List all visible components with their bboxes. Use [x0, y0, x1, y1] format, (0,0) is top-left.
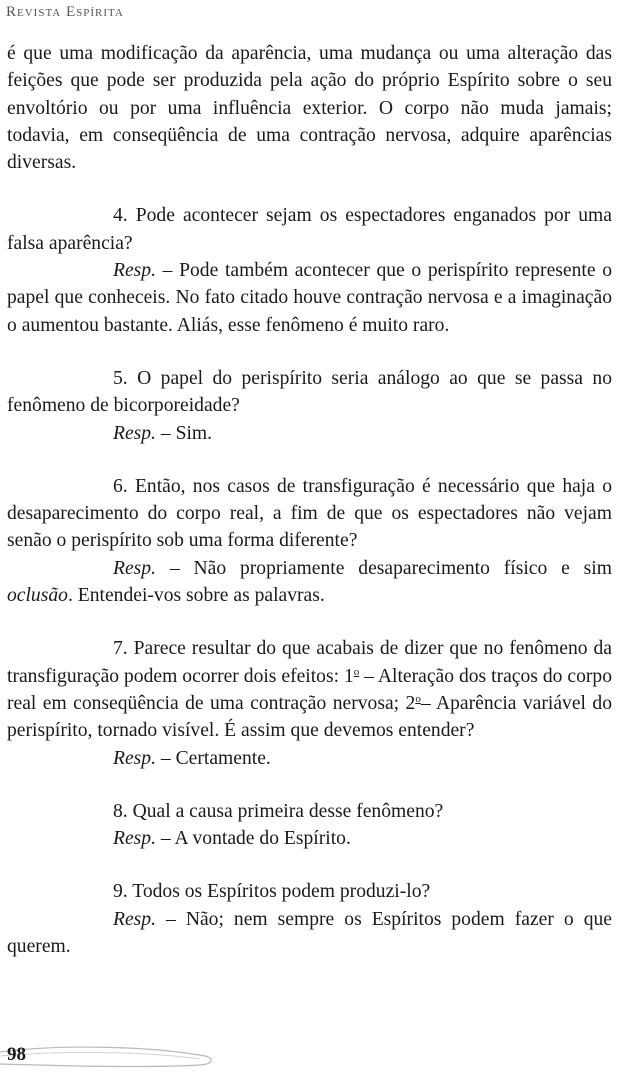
question-7	[7, 635, 612, 744]
answer-6-text-a: – Não propriamente desaparecimento físico e sim	[156, 557, 612, 579]
answer-5	[7, 420, 612, 447]
resp-label: Resp.	[113, 422, 156, 444]
question-6: 6. Então, nos casos de transfiguração é necessário que haja o desaparecimento do corpo real, a fim de que os espectadores não vejam senão o perispírito sob uma forma diferente?	[7, 475, 612, 552]
page-number: 98	[7, 1044, 26, 1065]
resp-label: Resp.	[113, 557, 156, 579]
question-8: 8. Qual a causa primeira desse fenômeno?	[113, 800, 444, 822]
emphasis-oclusao: oclusão	[7, 585, 68, 607]
answer-6	[7, 555, 612, 610]
question-7-text-a: 7. Parece resultar do que acabais de dizer que no fenômeno da transfiguração podem ocorrer dois efeitos: 1	[7, 638, 612, 687]
resp-label: Resp.	[113, 747, 156, 769]
running-header: Revista Espírita	[6, 4, 124, 20]
answer-6-text-b: . Entendei-vos sobre as palavras.	[67, 585, 325, 607]
ordinal-1: o	[353, 665, 360, 678]
answer-8	[7, 825, 612, 852]
ordinal-2: o	[415, 692, 421, 705]
answer-4	[7, 257, 612, 339]
answer-9-text: – Não; nem sempre os Espíritos podem fazer o que querem.	[7, 908, 612, 958]
answer-4-text: – Pode também acontecer que o perispírito represente o papel que conheceis. No fato citado houve contração nervosa e a imaginação o aumentou bastante. Aliás, esse fenômeno é muito raro.	[7, 260, 612, 336]
question-7-text-b: – Alteração dos traços do corpo real em conseqüência de uma contração nervosa; 2	[7, 665, 612, 714]
answer-7-text: – Certamente.	[156, 747, 271, 769]
question-7-text-c: – Aparência variável do perispírito, tornado visível. É assim que devemos entender?	[7, 692, 612, 742]
answer-9	[7, 906, 612, 961]
resp-label: Resp.	[113, 260, 156, 282]
question-4: 4. Pode acontecer sejam os espectadores enganados por uma falsa aparência?	[7, 205, 612, 254]
page-body	[7, 40, 612, 960]
answer-7	[7, 745, 612, 772]
answer-8-text: – A vontade do Espírito.	[156, 828, 351, 850]
resp-label: Resp.	[113, 828, 156, 850]
resp-label: Resp.	[113, 908, 156, 930]
footer-swoosh-decoration	[0, 1040, 240, 1073]
question-9: 9. Todos os Espíritos podem produzi-lo?	[113, 881, 431, 903]
answer-5-text: – Sim.	[156, 422, 213, 444]
paragraph-continuation: é que uma modificação da aparência, uma mudança ou uma alteração das feições que pode ser produzida pela ação do próprio Espírito sobre o seu envoltório ou por uma influência exterior. O corpo não muda jamais; todavia, em conseqüência de uma contração nervosa, adquire aparências diversas.	[7, 43, 612, 174]
question-5: 5. O papel do perispírito seria análogo ao que se passa no fenômeno de bicorporeidade?	[7, 367, 612, 417]
